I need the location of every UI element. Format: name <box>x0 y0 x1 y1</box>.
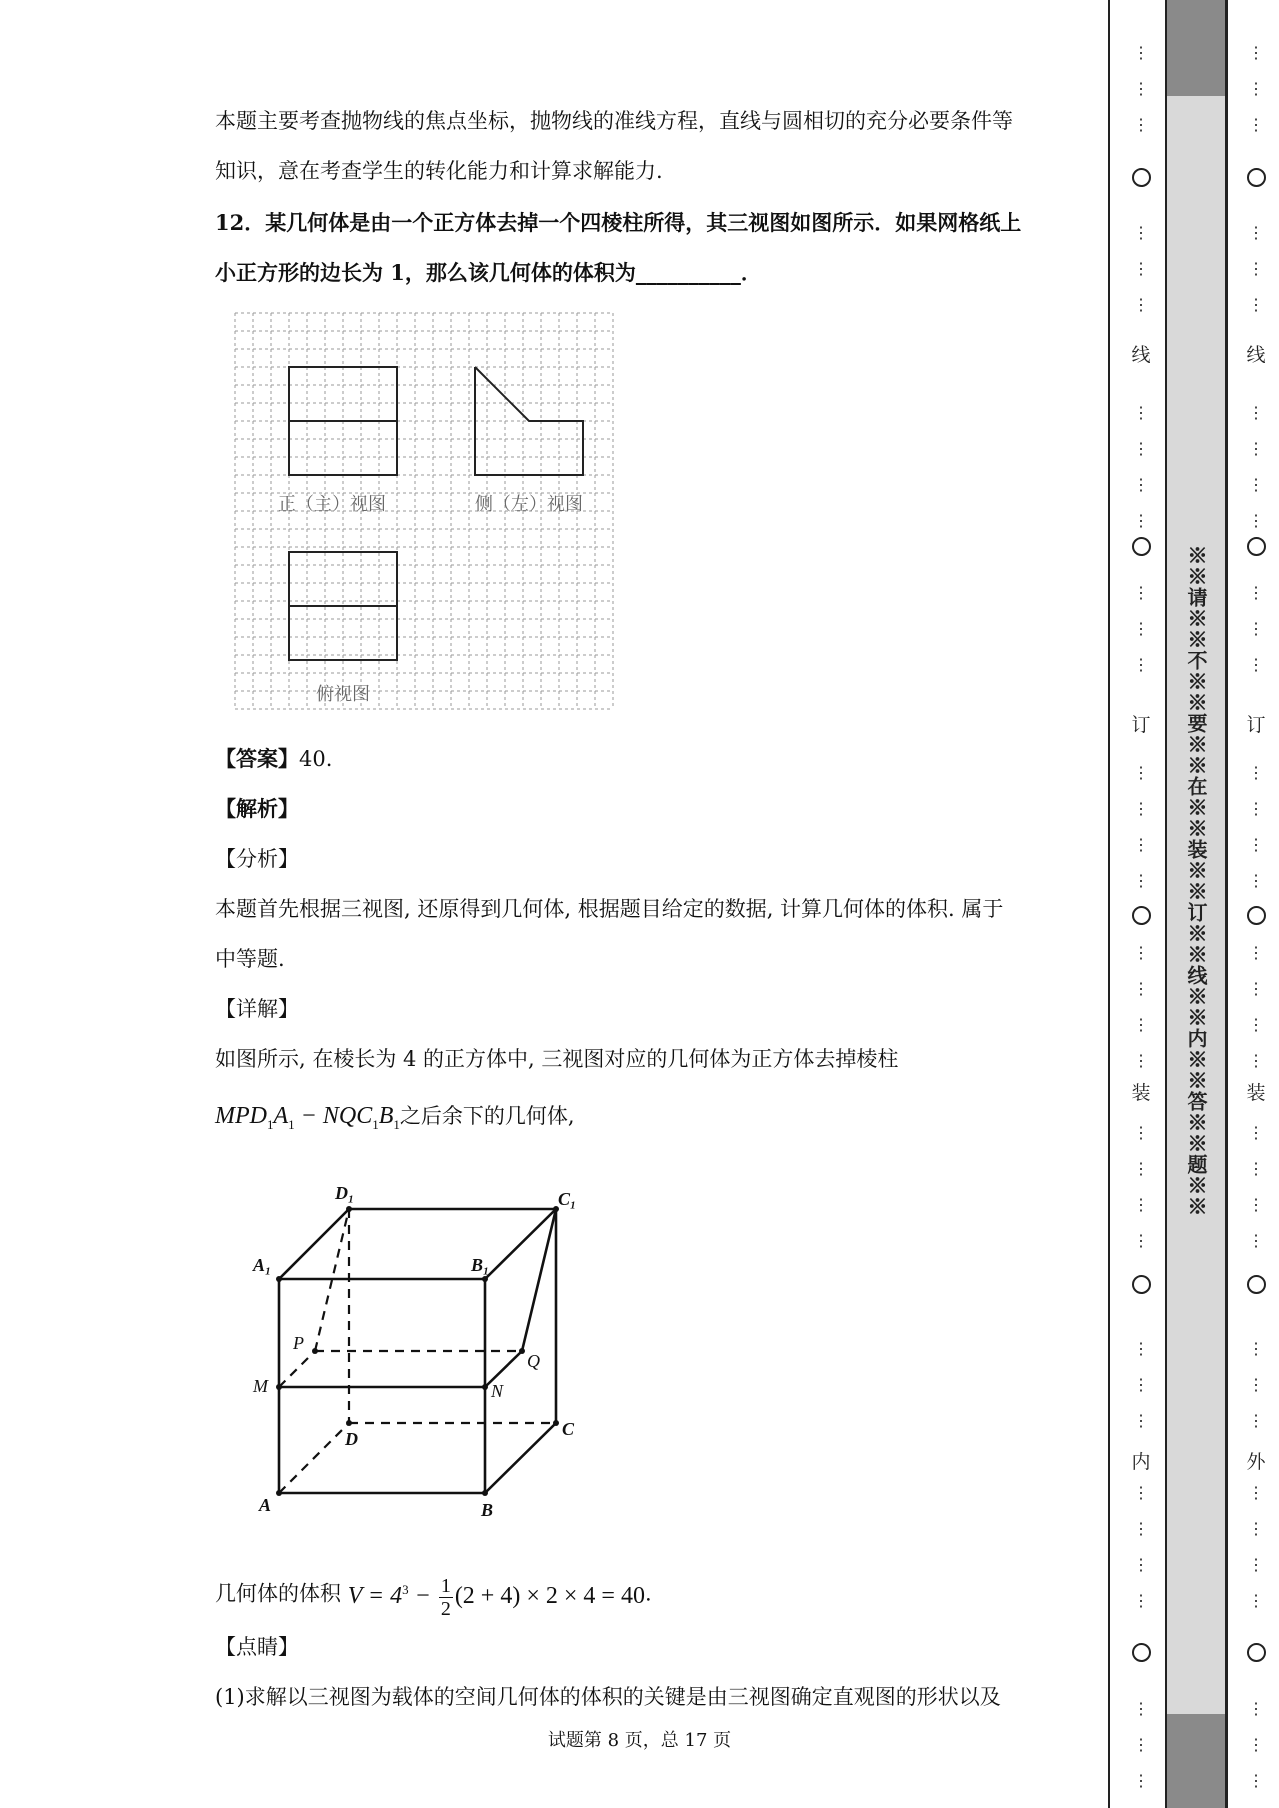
xiangjie-line-2 <box>215 1101 575 1140</box>
binding-dots-segment: ⋮ <box>1133 259 1149 278</box>
intro-line-2: 知识，意在考查学生的转化能力和计算求解能力. <box>215 159 663 183</box>
binding-dots-segment: ⋮ <box>1133 79 1149 98</box>
binding-dots-segment: ⋮ <box>1248 943 1264 962</box>
answer-tag: 【答案】 <box>215 746 299 771</box>
binding-dots-segment: ⋮ <box>1133 1411 1149 1430</box>
binding-dots-segment: ⋮ <box>1133 1339 1149 1358</box>
binding-dots-segment: ⋮ <box>1248 1339 1264 1358</box>
answer-value: 40. <box>299 747 333 771</box>
binding-circle <box>1132 168 1151 187</box>
volume-line: 几何体的体积 $V = 4^3$ − $\frac{1}{2}$ (2 + 4) × 2 × 4 = 40. <box>215 1570 652 1610</box>
binding-dark-top <box>1165 0 1227 96</box>
xiangjie-line-1: 如图所示, 在棱长为 4 的正方体中, 三视图对应的几何体为正方体去掉棱柱 <box>215 1047 899 1071</box>
binding-dots-segment: ⋮ <box>1133 1123 1149 1142</box>
fenxi-tag: 【分析】 <box>215 847 299 871</box>
binding-circle <box>1247 906 1266 925</box>
binding-dots-segment: ⋮ <box>1133 763 1149 782</box>
binding-warning-text: ※※请※※不※※要※※在※※装※※订※※线※※内※※答※※题※※ <box>1184 545 1208 1217</box>
binding-dots-segment: ⋮ <box>1133 1195 1149 1214</box>
binding-dots-segment: ⋮ <box>1248 1483 1264 1502</box>
binding-mark-ding-left: 订 <box>1131 714 1151 736</box>
top-view-label: 俯视图 <box>316 684 370 705</box>
binding-dots-segment: ⋮ <box>1248 1051 1264 1070</box>
binding-dots-segment: ⋮ <box>1248 259 1264 278</box>
binding-dots-segment: ⋮ <box>1133 871 1149 890</box>
binding-dots-segment: ⋮ <box>1248 1411 1264 1430</box>
binding-dots-segment: ⋮ <box>1133 1735 1149 1754</box>
binding-dots-segment: ⋮ <box>1133 223 1149 242</box>
binding-dots-segment: ⋮ <box>1133 619 1149 638</box>
side-view-outline <box>475 367 583 475</box>
binding-circle <box>1132 537 1151 556</box>
label-Q: Q <box>527 1351 540 1371</box>
binding-dots-segment: ⋮ <box>1248 1123 1264 1142</box>
binding-dots-segment: ⋮ <box>1248 1519 1264 1538</box>
label-A1: A₁ <box>253 1255 272 1275</box>
binding-dots-segment: ⋮ <box>1133 835 1149 854</box>
label-A: A <box>259 1495 272 1515</box>
binding-dots-segment: ⋮ <box>1133 1375 1149 1394</box>
binding-dots-segment: ⋮ <box>1133 475 1149 494</box>
binding-dots-segment: ⋮ <box>1133 1015 1149 1034</box>
binding-dots-segment: ⋮ <box>1248 1231 1264 1250</box>
label-D1: D₁ <box>335 1183 355 1203</box>
binding-dots-segment: ⋮ <box>1133 1231 1149 1250</box>
binding-dots-segment: ⋮ <box>1248 43 1264 62</box>
binding-dots-segment: ⋮ <box>1248 1735 1264 1754</box>
xiangjie-tag: 【详解】 <box>215 997 299 1021</box>
binding-dots-segment: ⋮ <box>1248 79 1264 98</box>
binding-mark-zhuang-left: 装 <box>1131 1082 1151 1104</box>
binding-dark-bottom <box>1165 1714 1227 1808</box>
binding-left-border <box>1108 0 1110 1808</box>
binding-dots-segment: ⋮ <box>1248 511 1264 530</box>
binding-dots-segment: ⋮ <box>1248 115 1264 134</box>
intro-line-1: 本题主要考查抛物线的焦点坐标，抛物线的准线方程，直线与圆相切的充分必要条件等 <box>215 109 1013 133</box>
binding-dots-segment: ⋮ <box>1133 1591 1149 1610</box>
binding-dots-segment: ⋮ <box>1248 1015 1264 1034</box>
binding-dots-segment: ⋮ <box>1133 43 1149 62</box>
binding-mark-xian-left: 线 <box>1131 344 1151 366</box>
page-footer: 试题第 8 页，总 17 页 <box>547 1730 732 1751</box>
binding-dots-segment: ⋮ <box>1133 1771 1149 1790</box>
dianjing-line-1: (1)求解以三视图为载体的空间几何体的体积的关键是由三视图确定直观图的形状以及 <box>215 1685 1001 1709</box>
label-B1: B₁ <box>471 1255 490 1275</box>
volume-formula: $V = 4^3$ − $\frac{1}{2}$ (2 + 4) × 2 × 4 = 40 <box>347 1574 645 1620</box>
binding-dots-segment: ⋮ <box>1248 799 1264 818</box>
fenxi-line-1: 本题首先根据三视图, 还原得到几何体, 根据题目给定的数据, 计算几何体的体积. 属于 <box>215 897 1004 921</box>
binding-dots-segment: ⋮ <box>1248 835 1264 854</box>
binding-dots-segment: ⋮ <box>1248 979 1264 998</box>
prism-name: $MPD_1A_1 - NQC_1B_1$ <box>215 1103 400 1132</box>
binding-dots-segment: ⋮ <box>1133 1483 1149 1502</box>
label-P: P <box>293 1333 304 1353</box>
binding-dots-segment: ⋮ <box>1133 1159 1149 1178</box>
binding-dots-segment: ⋮ <box>1248 1591 1264 1610</box>
binding-mark-nei-left: 内 <box>1131 1451 1151 1473</box>
binding-dots-segment: ⋮ <box>1248 223 1264 242</box>
binding-dots-segment: ⋮ <box>1248 295 1264 314</box>
dianjing-tag: 【点睛】 <box>215 1635 299 1659</box>
binding-circle <box>1247 537 1266 556</box>
binding-dots-segment: ⋮ <box>1248 1159 1264 1178</box>
binding-circle <box>1132 906 1151 925</box>
binding-dots-segment: ⋮ <box>1133 1519 1149 1538</box>
binding-circle <box>1132 1643 1151 1662</box>
cube-figure <box>245 1175 595 1520</box>
front-view-label: 正（主）视图 <box>278 494 386 515</box>
xiangjie-after: 之后余下的几何体, <box>399 1104 575 1128</box>
binding-dots-segment: ⋮ <box>1248 1699 1264 1718</box>
volume-prefix: 几何体的体积 <box>215 1581 341 1606</box>
binding-right-border <box>1226 0 1228 1808</box>
binding-mark-wai-right: 外 <box>1246 1451 1266 1473</box>
label-C1: C₁ <box>558 1189 577 1209</box>
label-B: B <box>481 1500 494 1520</box>
binding-mark-ding-right: 订 <box>1246 714 1266 736</box>
binding-dots-segment: ⋮ <box>1248 475 1264 494</box>
binding-dots-segment: ⋮ <box>1133 1555 1149 1574</box>
binding-dots-segment: ⋮ <box>1248 1195 1264 1214</box>
binding-circle <box>1247 168 1266 187</box>
binding-dots-segment: ⋮ <box>1133 115 1149 134</box>
binding-dots-segment: ⋮ <box>1248 1375 1264 1394</box>
binding-dots-segment: ⋮ <box>1248 439 1264 458</box>
binding-dots-segment: ⋮ <box>1248 763 1264 782</box>
binding-dots-segment: ⋮ <box>1248 403 1264 422</box>
side-view-label: 侧（左）视图 <box>475 494 583 515</box>
three-view-figure <box>232 305 616 715</box>
binding-mark-zhuang-right: 装 <box>1246 1082 1266 1104</box>
binding-dots-segment: ⋮ <box>1133 979 1149 998</box>
binding-dots-segment: ⋮ <box>1248 1555 1264 1574</box>
binding-dots-segment: ⋮ <box>1133 943 1149 962</box>
jiexi-tag: 【解析】 <box>215 796 299 821</box>
question-line-2: 小正方形的边长为 1，那么该几何体的体积为__________． <box>215 260 762 285</box>
binding-dots-segment: ⋮ <box>1248 871 1264 890</box>
binding-mark-xian-right: 线 <box>1246 344 1266 366</box>
answer-line <box>215 744 332 774</box>
binding-dots-segment: ⋮ <box>1248 583 1264 602</box>
binding-dots-segment: ⋮ <box>1133 799 1149 818</box>
question-line-1: 12．某几何体是由一个正方体去掉一个四棱柱所得，其三视图如图所示．如果网格纸上 <box>215 210 1022 235</box>
binding-dots-segment: ⋮ <box>1133 511 1149 530</box>
binding-circle <box>1247 1275 1266 1294</box>
binding-dots-segment: ⋮ <box>1248 619 1264 638</box>
label-M: M <box>253 1376 268 1396</box>
binding-dots-segment: ⋮ <box>1133 439 1149 458</box>
binding-dots-segment: ⋮ <box>1133 583 1149 602</box>
label-C: C <box>562 1419 575 1439</box>
binding-dots-segment: ⋮ <box>1248 1771 1264 1790</box>
binding-dots-segment: ⋮ <box>1133 403 1149 422</box>
label-N: N <box>491 1381 504 1401</box>
binding-dots-segment: ⋮ <box>1133 1051 1149 1070</box>
binding-dots-segment: ⋮ <box>1248 655 1264 674</box>
label-D: D <box>345 1429 358 1449</box>
binding-dots-segment: ⋮ <box>1133 655 1149 674</box>
binding-circle <box>1132 1275 1151 1294</box>
binding-dots-segment: ⋮ <box>1133 1699 1149 1718</box>
binding-dots-segment: ⋮ <box>1133 295 1149 314</box>
binding-circle <box>1247 1643 1266 1662</box>
fenxi-line-2: 中等题. <box>215 947 285 971</box>
